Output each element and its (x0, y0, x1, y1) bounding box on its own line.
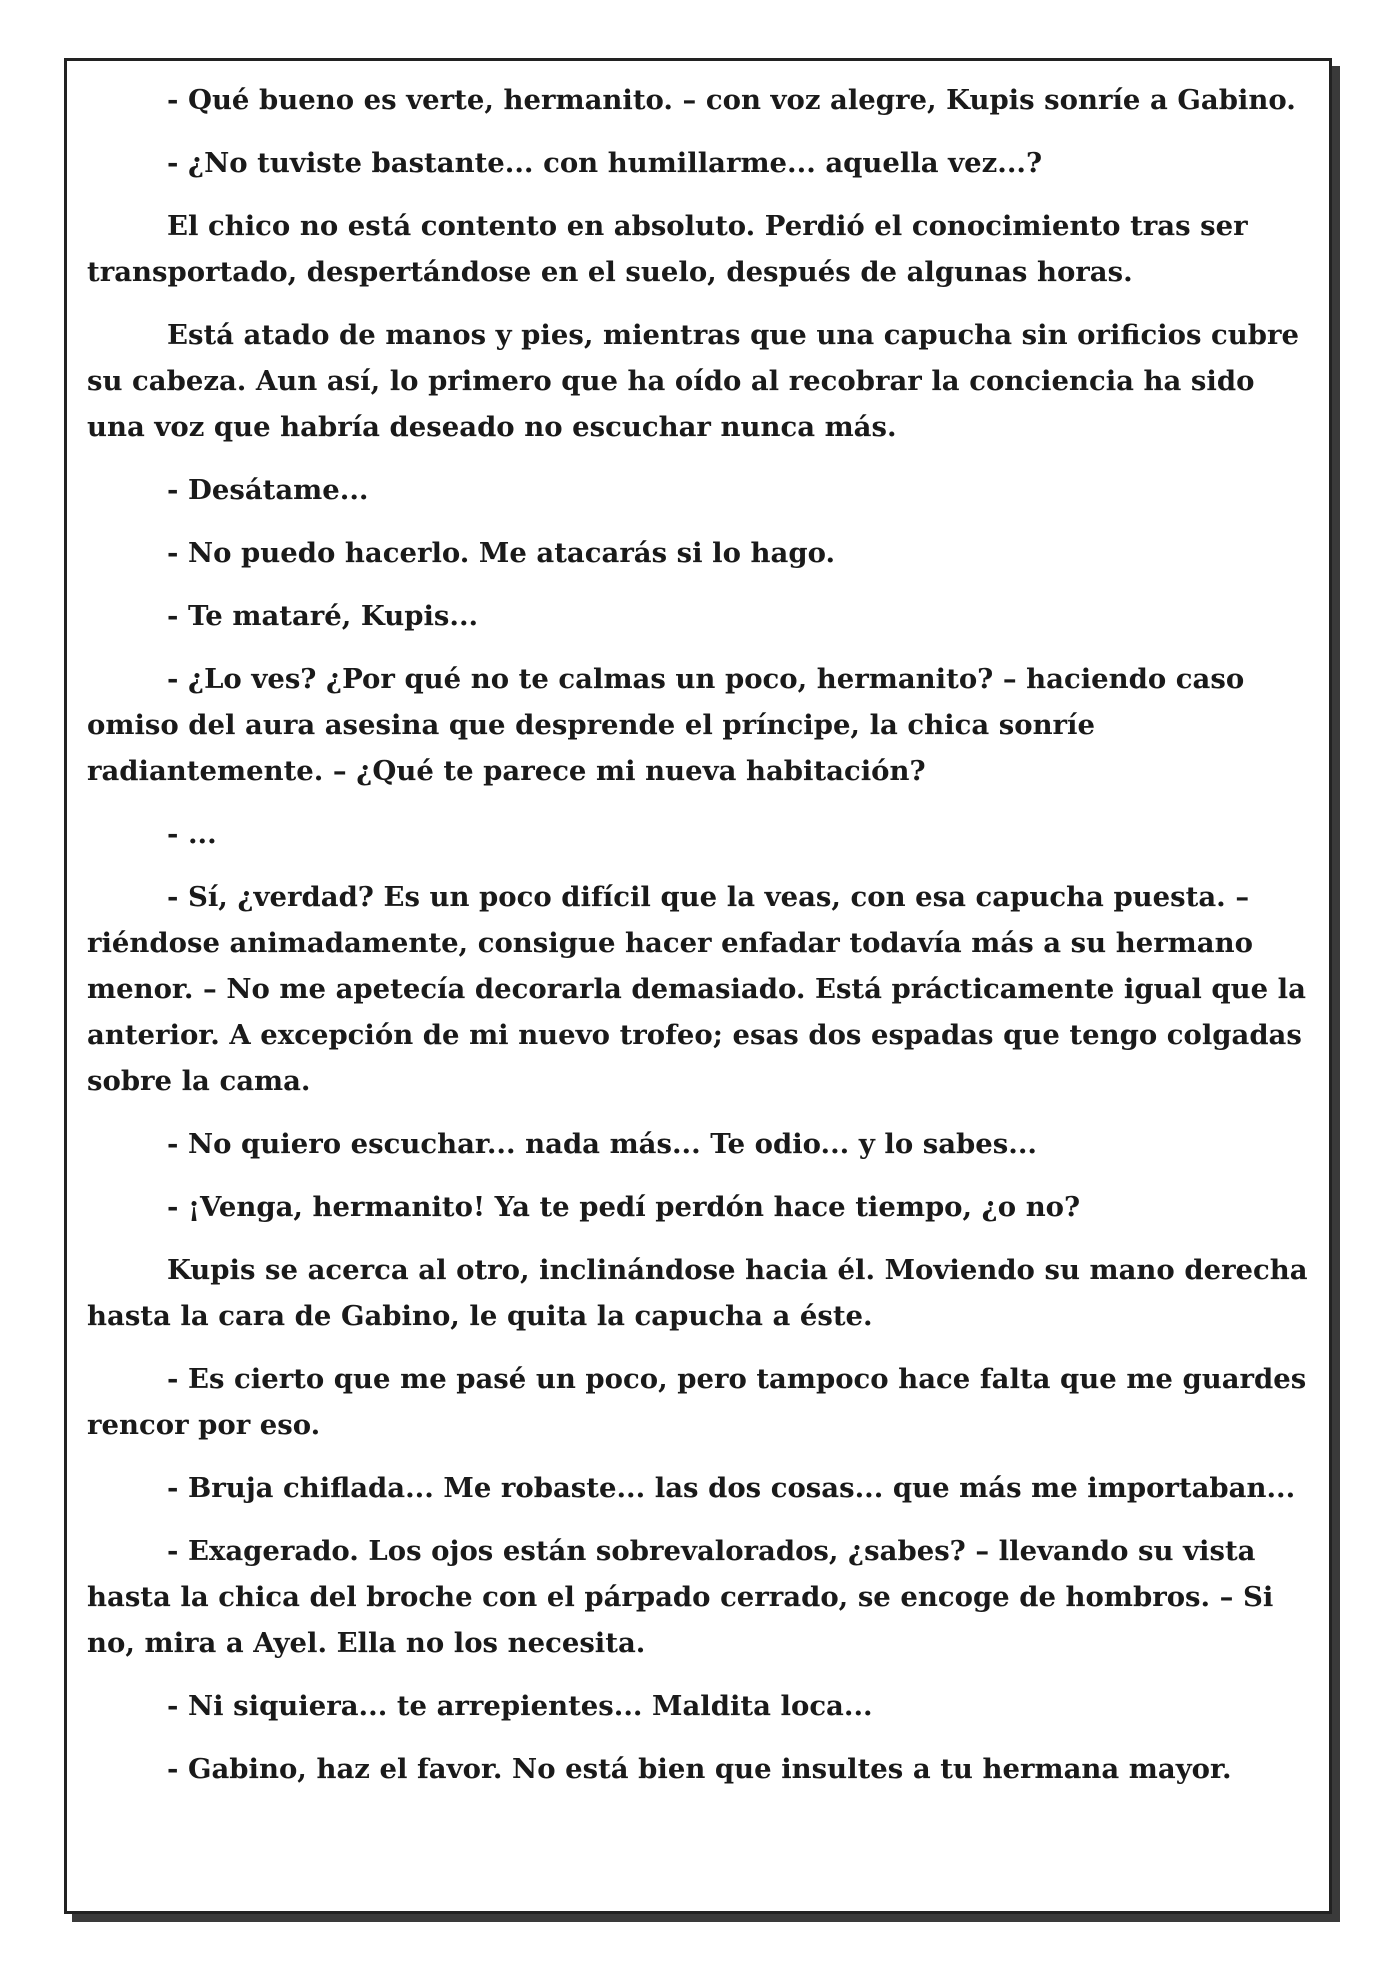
text-body (87, 77, 1309, 1809)
paragraph: - Gabino, haz el favor. No está bien que insultes a tu hermana mayor. (167, 1753, 1232, 1785)
paragraph: - ¿Lo ves? ¿Por qué no te calmas un poco, hermanito? – haciendo caso omiso del aura asesina que desprende el príncipe, la chica sonríe radiantemente. – ¿Qué te parece mi nueva habitación? (87, 663, 1245, 787)
paragraph: - Exagerado. Los ojos están sobrevalorados, ¿sabes? – llevando su vista hasta la chica del broche con el párpado cerrado, se encoge de hombros. – Si no, mira a Ayel. Ella no los necesita. (87, 1535, 1274, 1659)
paragraph: - ... (167, 818, 217, 850)
paragraph: - ¿No tuviste bastante... con humillarme... aquella vez...? (167, 147, 1043, 179)
paragraph: - Ni siquiera... te arrepientes... Maldita loca... (167, 1690, 873, 1722)
paragraph: - No puedo hacerlo. Me atacarás si lo hago. (167, 537, 836, 569)
paragraph: - Es cierto que me pasé un poco, pero tampoco hace falta que me guardes rencor por eso. (87, 1363, 1307, 1441)
page-frame (64, 58, 1332, 1914)
paragraph: Kupis se acerca al otro, inclinándose hacia él. Moviendo su mano derecha hasta la cara de Gabino, le quita la capucha a éste. (87, 1254, 1308, 1332)
paragraph: - Sí, ¿verdad? Es un poco difícil que la veas, con esa capucha puesta. – riéndose animadamente, consigue hacer enfadar todavía más a su hermano menor. – No me apetecía decorarla demasiado. Está prácticamente igual que la anterior. A excepción de mi nuevo trofeo; esas dos espadas que tengo colgadas sobre la cama. (87, 881, 1306, 1097)
paragraph: - No quiero escuchar... nada más... Te odio... y lo sabes... (167, 1128, 1037, 1160)
paragraph: - Te mataré, Kupis... (167, 600, 479, 632)
paragraph: - Bruja chiflada... Me robaste... las dos cosas... que más me importaban... (167, 1472, 1296, 1504)
paragraph: - Qué bueno es verte, hermanito. – con voz alegre, Kupis sonríe a Gabino. (167, 84, 1296, 116)
paragraph: El chico no está contento en absoluto. Perdió el conocimiento tras ser transportado, despertándose en el suelo, después de algunas horas. (87, 210, 1248, 288)
paragraph: Está atado de manos y pies, mientras que una capucha sin orificios cubre su cabeza. Aun así, lo primero que ha oído al recobrar la conciencia ha sido una voz que habría deseado no escuchar nunca más. (87, 319, 1299, 443)
paragraph: - Desátame... (167, 474, 369, 506)
paragraph: - ¡Venga, hermanito! Ya te pedí perdón hace tiempo, ¿o no? (167, 1191, 1081, 1223)
